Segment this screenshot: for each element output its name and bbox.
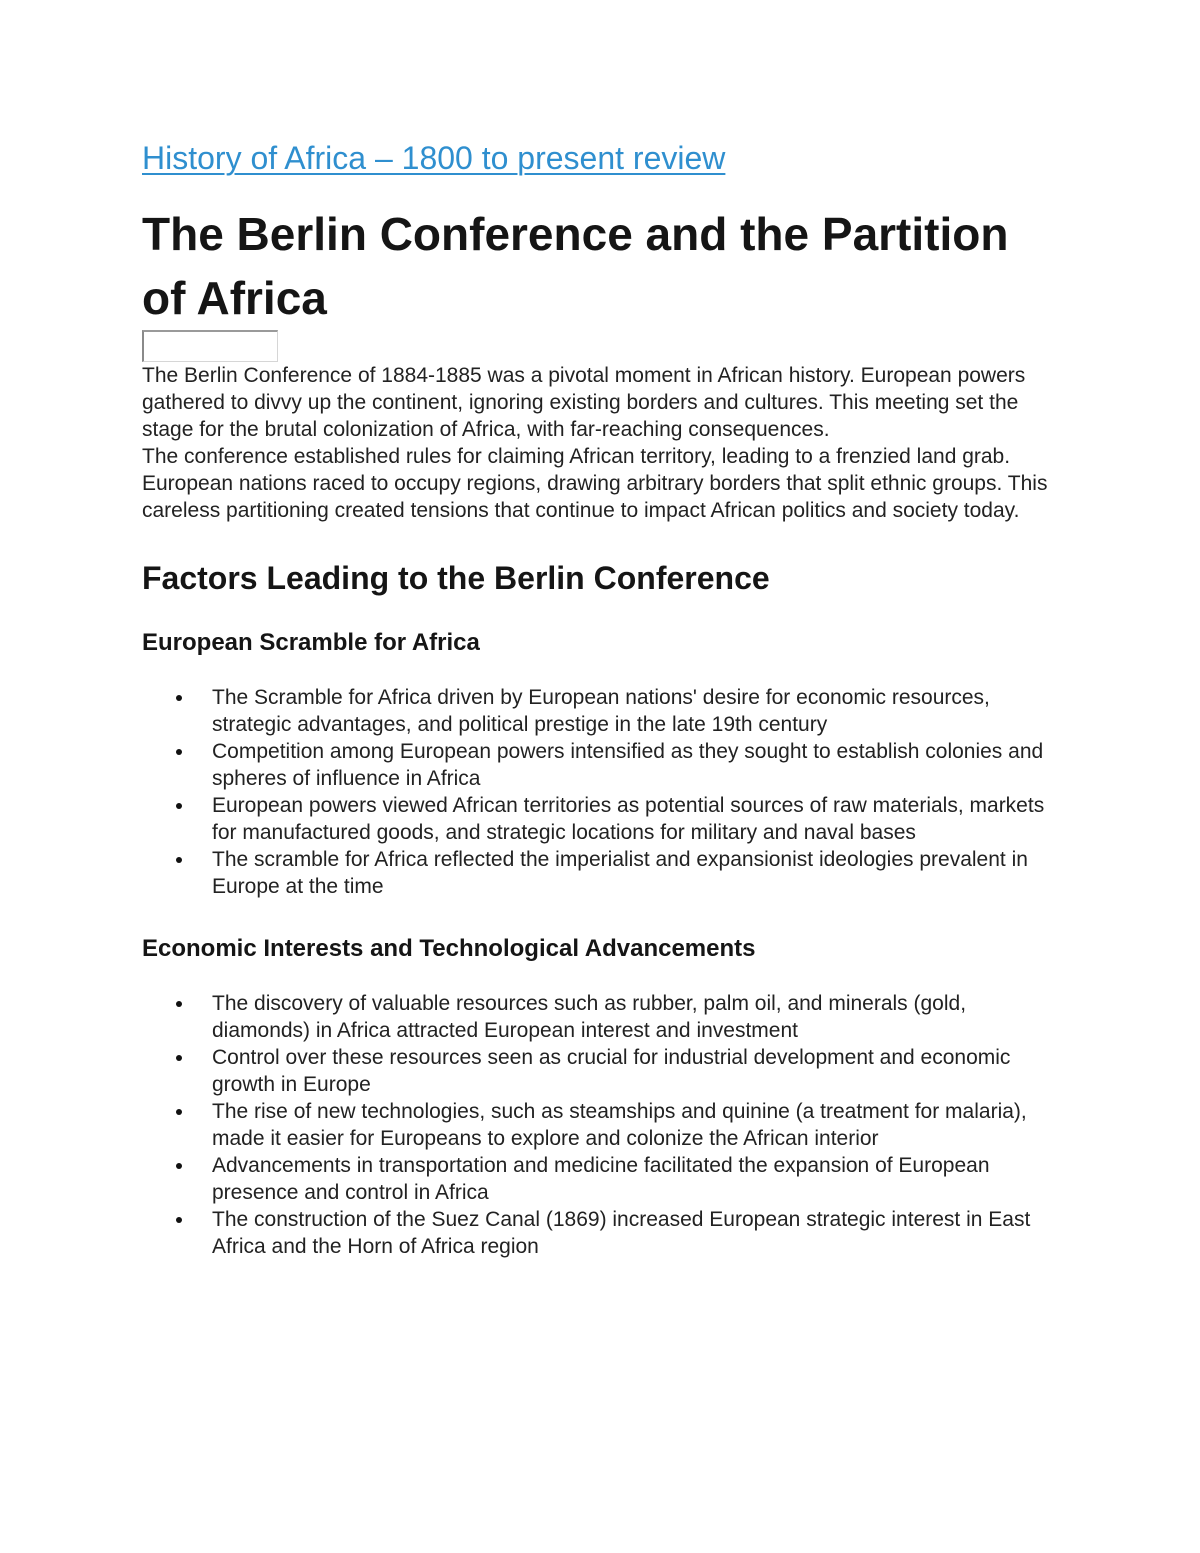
list-item: Advancements in transportation and medicine facilitated the expansion of European presence and control in Africa: [142, 1152, 1052, 1206]
bullet-icon: [176, 1055, 182, 1061]
list-item: Competition among European powers intensified as they sought to establish colonies and spheres of influence in Africa: [142, 738, 1052, 792]
list-item: European powers viewed African territories as potential sources of raw materials, markets for manufactured goods, and strategic locations for military and naval bases: [142, 792, 1052, 846]
bullet-icon: [176, 1109, 182, 1115]
document-page: [142, 138, 1052, 1260]
bullet-icon: [176, 1217, 182, 1223]
bullet-list-scramble: [142, 684, 1052, 900]
image-placeholder: [142, 330, 278, 362]
list-item: The rise of new technologies, such as steamships and quinine (a treatment for malaria), made it easier for Europeans to explore and colonize the African interior: [142, 1098, 1052, 1152]
review-link[interactable]: History of Africa – 1800 to present review: [142, 140, 726, 176]
bullet-icon: [176, 1163, 182, 1169]
list-item: The construction of the Suez Canal (1869) increased European strategic interest in East Africa and the Horn of Africa region: [142, 1206, 1052, 1260]
bullet-icon: [176, 749, 182, 755]
bullet-list-economic: [142, 990, 1052, 1260]
bullet-icon: [176, 695, 182, 701]
bullet-icon: [176, 857, 182, 863]
intro-paragraph-2: The conference established rules for claiming African territory, leading to a frenzied land grab. European nations raced to occupy regions, drawing arbitrary borders that split ethnic groups. This careless partitioning created tensions that continue to impact African politics and society today.: [142, 445, 1048, 522]
section-title: Factors Leading to the Berlin Conference: [142, 560, 770, 596]
subsection-title-economic: Economic Interests and Technological Advancements: [142, 935, 756, 962]
page-title: The Berlin Conference and the Partition of Africa: [142, 208, 1009, 324]
bullet-icon: [176, 803, 182, 809]
bullet-icon: [176, 1001, 182, 1007]
list-item: The Scramble for Africa driven by European nations' desire for economic resources, strategic advantages, and political prestige in the late 19th century: [142, 684, 1052, 738]
subsection-title-scramble: European Scramble for Africa: [142, 629, 480, 656]
list-item: The scramble for Africa reflected the imperialist and expansionist ideologies prevalent in Europe at the time: [142, 846, 1052, 900]
list-item: The discovery of valuable resources such as rubber, palm oil, and minerals (gold, diamonds) in Africa attracted European interest and investment: [142, 990, 1052, 1044]
list-item: Control over these resources seen as crucial for industrial development and economic growth in Europe: [142, 1044, 1052, 1098]
intro-paragraph-1: The Berlin Conference of 1884-1885 was a pivotal moment in African history. European powers gathered to divvy up the continent, ignoring existing borders and cultures. This meeting set the stage for the brutal colonization of Africa, with far-reaching consequences.: [142, 364, 1026, 441]
